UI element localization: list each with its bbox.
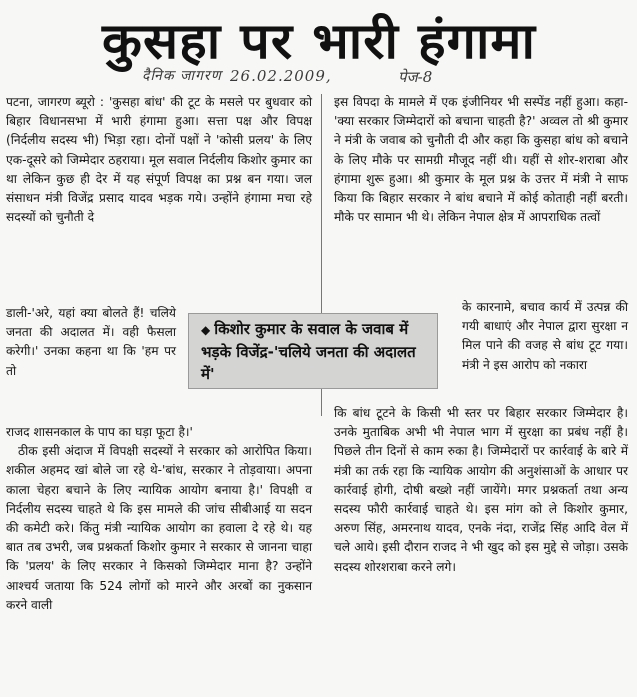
date-note: 26.02.2009, [230,67,332,85]
headline: कुसहा पर भारी हंगामा [102,13,536,71]
right-column-top [334,93,628,227]
paragraph: इस विपदा के मामले में एक इंजीनियर भी सस्पेंड नहीं हुआ। कहा-'क्या सरकार जिम्मेदारों को बचाना चाहती है?' अव्वल तो श्री कुमार ने मंत्री के जवाब को चुनौती दी और कहा कि कुसहा बांध को बचाने के लिए मौके पर सामग्री मौजूद नहीं थी। यहीं से शोर-शराबा और हंगामा शुरू हुआ। श्री कुमार के मूल प्रश्न के उत्तर में मंत्री ने साफ किया कि बिहार सरकार ने बांध बचाने में कोई कोताही नहीं बरती। मौके पर सामान भी थे। लेकिन नेपाल क्षेत्र में आपराधिक तत्वों [334,95,628,225]
left-column-wrap [6,304,176,381]
pull-quote-box [188,313,438,389]
paragraph: राजद शासनकाल के पाप का घड़ा फूटा है।' [6,425,193,439]
page-note: पेज-8 [398,68,433,86]
bullet-icon: ◆ [201,323,211,337]
paragraph: ठीक इसी अंदाज में विपक्षी सदस्यों ने सरकार को आरोपित किया। शकील अहमद खां बोले जा रहे थे-'बांध, सरकार ने तोड़वाया। अपना काला चेहरा बचाने के लिए न्यायिक आयोग बनाया है।' विपक्षी व निर्दलीय सदस्य चाहते थे कि इस मामले की जांच सीबीआई या सदन की कमेटी करे। किंतु मंत्री न्यायिक आयोग का हवाला दे रहे थे। यह बात तब उभरी, जब प्रश्नकर्ता किशोर कुमार ने सरकार से जानना चाहा कि 'प्रलय' के लिए सरकार ने किसको जिम्मेदार माना है? उन्होंने आश्चर्य जताया कि 524 लोगों को मारने और अरबों का नुकसान करने वाली [6,444,312,612]
right-column-bottom [334,404,628,577]
pull-quote-text: किशोर कुमार के सवाल के जवाब में भड़के विजेंद्र-'चलिये जनता की अदालत में' [201,320,416,383]
source-note: दैनिक जागरण [142,68,222,84]
left-column-top [6,93,312,227]
left-column-bottom [6,423,312,615]
paragraph: के कारनामे, बचाव कार्य में उत्पन्न की गयी बाधाएं और नेपाल द्वारा सुरक्षा न मिल पाने की वजह से बांध टूट गया। मंत्री ने इस आरोप को नकारा [462,300,628,372]
paragraph: डाली-'अरे, यहां क्या बोलते हैं! चलिये जनता की अदालत में। वही फैसला करेगी।' उनका कहना था कि 'हम पर तो [6,306,176,378]
paragraph: कि बांध टूटने के किसी भी स्तर पर बिहार सरकार जिम्मेदार है। उनके मुताबिक अभी भी नेपाल भाग में सुरक्षा का प्रबंध नहीं है। पिछले तीन दिनों से काम रुका है। जिम्मेदारों पर कार्रवाई के बारे में मंत्री का तर्क रहा कि न्यायिक आयोग की अनुशंसाओं के आधार पर कार्रवाई होगी, दोषी बख्शे नहीं जायेंगे। मगर प्रश्नकर्ता तथा अन्य सदस्य फौरी कार्रवाई चाहते थे। इस मांग को ले किशोर कुमार, अरुण सिंह, अमरनाथ यादव, एनके नंदा, राजेंद्र सिंह आदि वेल में चले आये। इसी दौरान राजद ने भी खुद को इस मुद्दे से जोड़ा। उसके सदस्य शोरशराबा करने लगे। [334,406,628,574]
right-column-wrap [462,298,628,375]
paragraph: पटना, जागरण ब्यूरो : 'कुसहा बांध' की टूट के मसले पर बुधवार को बिहार विधानसभा में भारी हंगामा हुआ। सत्ता पक्ष और विपक्ष (निर्दलीय सदस्य भी) भिड़ा रहा। दोनों पक्षों ने 'कोसी प्रलय' के लिए एक-दूसरे को जिम्मेदार ठहराया। मूल सवाल निर्दलीय किशोर कुमार का था लेकिन कुछ ही देर में यह संपूर्ण विपक्ष का प्रश्न बन गया। जल संसाधन मंत्री विजेंद्र प्रसाद यादव भड़क गये। उन्होंने हंगामा मचा रहे सदस्यों को चुनौती दे [6,95,312,225]
